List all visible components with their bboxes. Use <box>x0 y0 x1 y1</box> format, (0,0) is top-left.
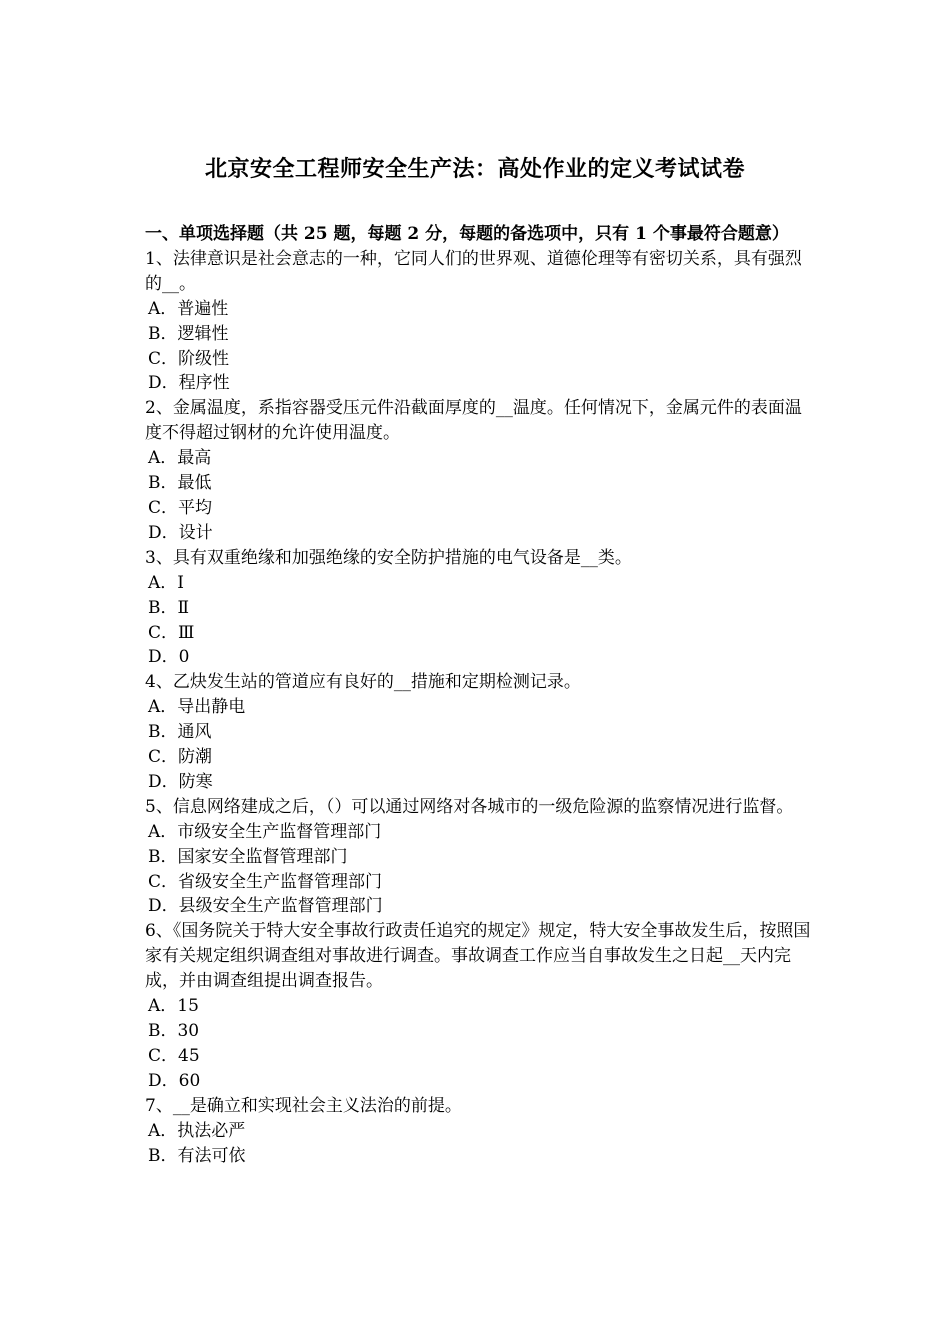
question-text: 7、__是确立和实现社会主义法治的前提。 <box>145 1095 462 1116</box>
question-text: 2、金属温度，系指容器受压元件沿截面厚度的__温度。任何情况下，金属元件的表面温度不得超过钢材的允许使用温度。 <box>145 398 802 444</box>
option-a: A．15 <box>148 996 199 1017</box>
option-a: A．执法必严 <box>148 1120 246 1141</box>
option-c: C．防潮 <box>148 747 213 768</box>
option-a: A．市级安全生产监督管理部门 <box>148 821 382 842</box>
option-b: B．逻辑性 <box>148 323 229 344</box>
option-d: D．0 <box>148 647 190 668</box>
option-c: C．省级安全生产监督管理部门 <box>148 871 383 892</box>
question-text: 6、《国务院关于特大安全事故行政责任追究的规定》规定，特大安全事故发生后，按照国家有关规定组织调查组对事故进行调查。事故调查工作应当自事故发生之日起__天内完成，并由调查组提出调查报告。 <box>145 921 811 992</box>
option-c: C．Ⅲ <box>148 622 195 643</box>
option-c: C．阶级性 <box>148 348 230 369</box>
option-d: D．防寒 <box>148 771 213 792</box>
question-6 <box>145 919 813 1093</box>
option-b: B．有法可依 <box>148 1145 246 1166</box>
option-a: A．Ⅰ <box>148 572 184 593</box>
option-b: B．最低 <box>148 473 212 494</box>
document-title: 北京安全工程师安全生产法：高处作业的定义考试试卷 <box>204 156 745 182</box>
option-d: D．县级安全生产监督管理部门 <box>148 896 383 917</box>
option-c: C．平均 <box>148 497 213 518</box>
option-b: B．Ⅱ <box>148 597 190 618</box>
option-c: C．45 <box>148 1045 200 1066</box>
option-b: B．30 <box>148 1021 200 1041</box>
question-2 <box>145 396 813 545</box>
option-b: B．通风 <box>148 722 212 743</box>
document-body <box>145 222 813 1168</box>
option-b: B．国家安全监督管理部门 <box>148 846 348 867</box>
question-text: 3、具有双重绝缘和加强绝缘的安全防护措施的电气设备是__类。 <box>145 547 632 568</box>
option-a: A．普遍性 <box>148 298 229 319</box>
option-d: D．60 <box>148 1070 201 1091</box>
question-text: 1、法律意识是社会意志的一种，它同人们的世界观、道德伦理等有密切关系，具有强烈的__。 <box>145 248 802 294</box>
option-d: D．程序性 <box>148 373 230 394</box>
question-5 <box>145 795 813 920</box>
question-text: 4、乙炔发生站的管道应有良好的__措施和定期检测记录。 <box>145 672 581 693</box>
question-7 <box>145 1094 813 1169</box>
question-4 <box>145 670 813 795</box>
question-3 <box>145 546 813 671</box>
section-header: 一、单项选择题（共 25 题，每题 2 分，每题的备选项中，只有 1 个事最符合题意） <box>145 224 789 244</box>
question-text: 5、信息网络建成之后，（）可以通过网络对各城市的一级危险源的监察情况进行监督。 <box>145 796 794 817</box>
question-1 <box>145 247 813 396</box>
option-a: A．导出静电 <box>148 697 246 718</box>
option-a: A．最高 <box>148 448 212 469</box>
option-d: D．设计 <box>148 522 213 543</box>
